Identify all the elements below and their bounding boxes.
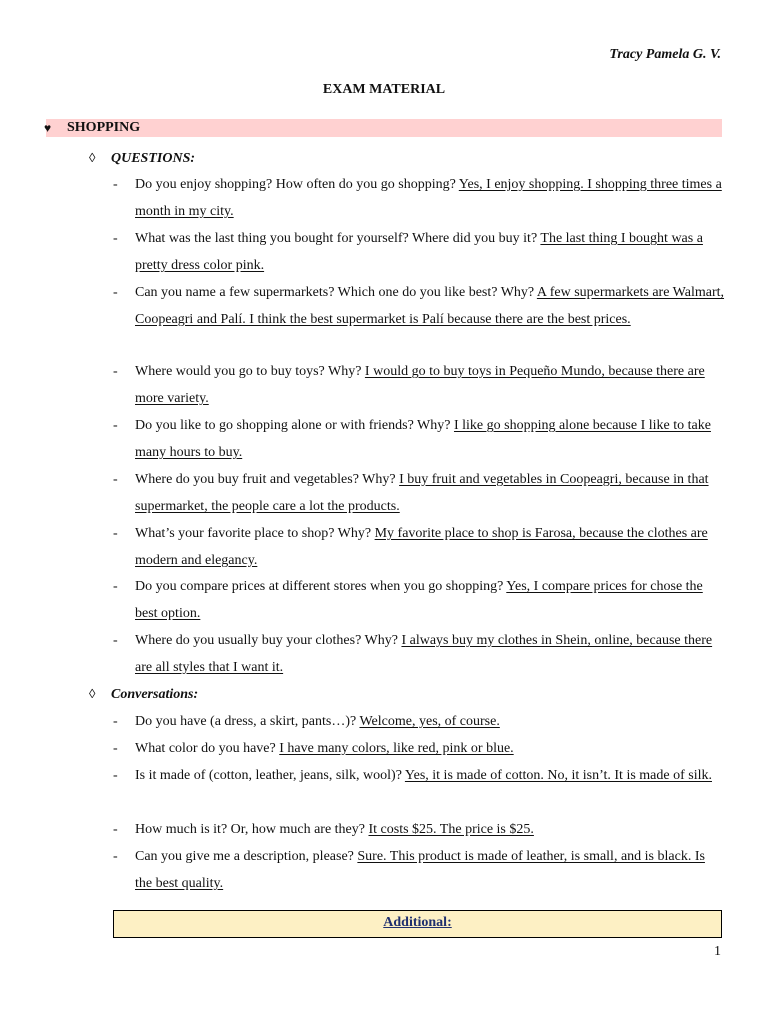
dash: - xyxy=(113,768,118,783)
question-text: How much is it? Or, how much are they? xyxy=(135,822,369,837)
conversation-item xyxy=(113,708,725,735)
question-text: Is it made of (cotton, leather, jeans, silk, wool)? xyxy=(135,768,405,783)
answer-text: The last thing I bought was a pretty dress color pink. xyxy=(135,231,703,273)
author-name: Tracy Pamela G. V. xyxy=(609,47,721,62)
conversations-heading xyxy=(89,685,198,704)
question-item xyxy=(113,171,725,225)
dash: - xyxy=(113,579,118,594)
additional-box xyxy=(113,910,722,938)
question-text: Can you name a few supermarkets? Which one do you like best? Why? xyxy=(135,285,537,300)
diamond-icon: ◊ xyxy=(89,686,96,701)
question-text: What’s your favorite place to shop? Why? xyxy=(135,526,375,541)
conversation-item xyxy=(113,762,725,789)
question-item xyxy=(113,466,725,520)
answer-text: I buy fruit and vegetables in Coopeagri, because in that supermarket, the people care a lot the products. xyxy=(135,472,709,514)
answer-text: I always buy my clothes in Shein, online, because there are all styles that I want it. xyxy=(135,633,713,675)
question-text: Can you give me a description, please? xyxy=(135,849,358,864)
heart-icon: ♥ xyxy=(44,121,52,135)
answer-text: Yes, I compare prices for chose the best option. xyxy=(135,579,703,621)
question-text: Where do you buy fruit and vegetables? Why? xyxy=(135,472,400,487)
answer-text: A few supermarkets are Walmart, Coopeagri and Palí. I think the best supermarket is Palí because there are the best prices. xyxy=(135,285,725,327)
section-label: SHOPPING xyxy=(67,120,141,135)
dash: - xyxy=(113,418,118,433)
question-text: Where would you go to buy toys? Why? xyxy=(135,364,365,379)
dash: - xyxy=(113,364,118,379)
conversation-item xyxy=(113,843,725,897)
question-text: Do you enjoy shopping? How often do you go shopping? xyxy=(135,177,459,192)
question-text: What color do you have? xyxy=(135,741,280,756)
dash: - xyxy=(113,285,118,300)
dash: - xyxy=(113,741,118,756)
diamond-icon: ◊ xyxy=(89,150,96,165)
answer-text: I would go to buy toys in Pequeño Mundo, because there are more variety. xyxy=(135,364,705,406)
question-text: Do you have (a dress, a skirt, pants…)? xyxy=(135,714,360,729)
dash: - xyxy=(113,849,118,864)
dash: - xyxy=(113,177,118,192)
question-text: Do you compare prices at different stores when you go shopping? xyxy=(135,579,507,594)
answer-text: Sure. This product is made of leather, is small, and is black. Is the best quality. xyxy=(135,849,705,891)
page-title: EXAM MATERIAL xyxy=(322,82,446,97)
question-item xyxy=(113,279,725,333)
dash: - xyxy=(113,822,118,837)
question-item xyxy=(113,573,725,627)
answer-text: Yes, I enjoy shopping. I shopping three times a month in my city. xyxy=(135,177,722,219)
answer-text: I like go shopping alone because I like to take many hours to buy. xyxy=(135,418,711,460)
answer-text: It costs $25. The price is $25. xyxy=(368,822,534,837)
answer-text: Welcome, yes, of course. xyxy=(359,714,500,729)
questions-heading xyxy=(89,149,195,168)
dash: - xyxy=(113,526,118,541)
conversation-item xyxy=(113,816,725,843)
dash: - xyxy=(113,714,118,729)
dash: - xyxy=(113,472,118,487)
answer-text: I have many colors, like red, pink or blue. xyxy=(279,741,514,756)
question-item xyxy=(113,520,725,574)
additional-label: Additional: xyxy=(383,915,452,930)
answer-text: My favorite place to shop is Farosa, because the clothes are modern and elegancy. xyxy=(135,526,708,568)
conversations-heading-text: Conversations: xyxy=(111,687,199,702)
answer-text: Yes, it is made of cotton. No, it isn’t. It is made of silk. xyxy=(404,768,712,783)
question-item xyxy=(113,627,725,681)
conversation-item xyxy=(113,735,725,762)
question-text: What was the last thing you bought for yourself? Where did you buy it? xyxy=(135,231,541,246)
question-text: Do you like to go shopping alone or with friends? Why? xyxy=(135,418,454,433)
page-number: 1 xyxy=(714,944,721,959)
questions-heading-text: QUESTIONS: xyxy=(111,151,196,166)
question-item xyxy=(113,225,725,279)
question-item xyxy=(113,358,725,412)
dash: - xyxy=(113,231,118,246)
dash: - xyxy=(113,633,118,648)
section-header-shopping xyxy=(46,119,722,137)
question-text: Where do you usually buy your clothes? Why? xyxy=(135,633,402,648)
question-item xyxy=(113,412,725,466)
